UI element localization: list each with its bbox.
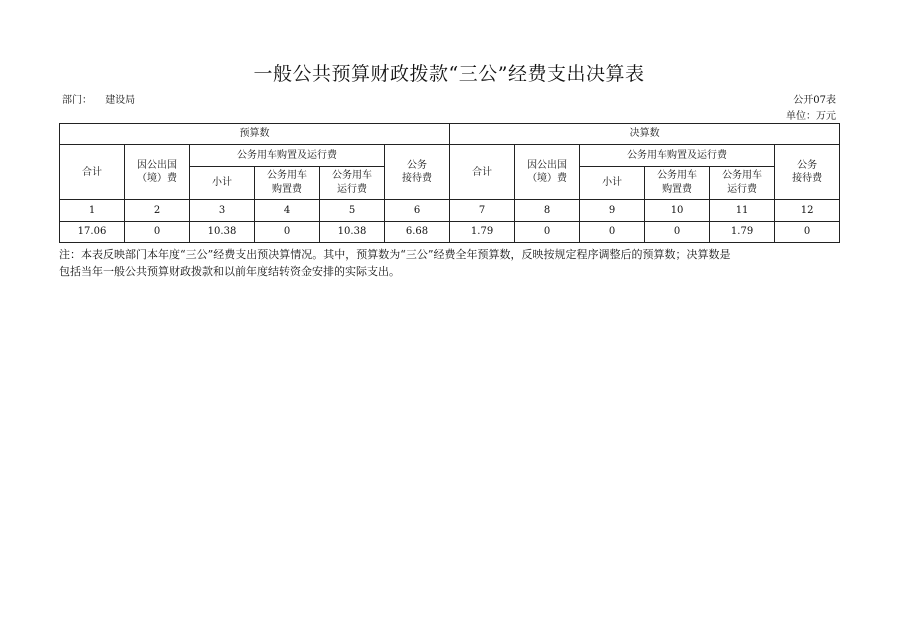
final-total-header: 合计 — [450, 145, 515, 200]
index-cell: 9 — [580, 200, 645, 221]
budget-abroad-header: 因公出国 （境）费 — [125, 145, 190, 200]
footnote-line-2: 包括当年一般公共预算财政拨款和以前年度结转资金安排的实际支出。 — [59, 265, 400, 278]
index-cell: 10 — [645, 200, 710, 221]
value-cell: 6.68 — [385, 221, 450, 242]
three-public-expenses-table — [59, 123, 840, 243]
value-cell: 10.38 — [320, 221, 385, 242]
value-cell: 10.38 — [190, 221, 255, 242]
index-cell: 3 — [190, 200, 255, 221]
index-cell: 5 — [320, 200, 385, 221]
index-cell: 12 — [775, 200, 840, 221]
department-value: 建设局 — [105, 95, 136, 106]
index-row — [60, 200, 840, 221]
page-title: 一般公共预算财政拨款“三公”经费支出决算表 — [253, 63, 645, 85]
index-cell: 8 — [515, 200, 580, 221]
final-purchase-header: 公务用车 购置费 — [645, 166, 710, 200]
value-cell: 0 — [580, 221, 645, 242]
value-cell: 1.79 — [450, 221, 515, 242]
budget-reception-header: 公务 接待费 — [385, 145, 450, 200]
budget-total-header: 合计 — [60, 145, 125, 200]
final-operate-header: 公务用车 运行费 — [710, 166, 775, 200]
budget-vehicle-group-header: 公务用车购置及运行费 — [190, 145, 385, 166]
index-cell: 2 — [125, 200, 190, 221]
index-cell: 11 — [710, 200, 775, 221]
final-abroad-header: 因公出国 （境）费 — [515, 145, 580, 200]
value-cell: 1.79 — [710, 221, 775, 242]
department-info — [62, 91, 135, 106]
index-cell: 4 — [255, 200, 320, 221]
value-cell: 0 — [125, 221, 190, 242]
index-cell: 1 — [60, 200, 125, 221]
form-number: 公开07表 — [793, 95, 836, 106]
value-row — [60, 221, 840, 242]
unit-label: 单位：万元 — [786, 111, 836, 122]
budget-group-header: 预算数 — [60, 124, 450, 145]
final-subtotal-header: 小计 — [580, 166, 645, 200]
value-cell: 0 — [645, 221, 710, 242]
budget-subtotal-header: 小计 — [190, 166, 255, 200]
value-cell: 0 — [515, 221, 580, 242]
final-vehicle-group-header: 公务用车购置及运行费 — [580, 145, 775, 166]
budget-operate-header: 公务用车 运行费 — [320, 166, 385, 200]
value-cell: 0 — [255, 221, 320, 242]
budget-purchase-header: 公务用车 购置费 — [255, 166, 320, 200]
value-cell: 17.06 — [60, 221, 125, 242]
value-cell: 0 — [775, 221, 840, 242]
footnote-line-1: 注：本表反映部门本年度“三公”经费支出预决算情况。其中，预算数为“三公”经费全年预算数，反映按规定程序调整后的预算数；决算数是 — [59, 248, 731, 261]
final-group-header: 决算数 — [450, 124, 840, 145]
index-cell: 6 — [385, 200, 450, 221]
index-cell: 7 — [450, 200, 515, 221]
final-reception-header: 公务 接待费 — [775, 145, 840, 200]
footnote — [59, 246, 843, 280]
department-label: 部门： — [62, 95, 92, 106]
